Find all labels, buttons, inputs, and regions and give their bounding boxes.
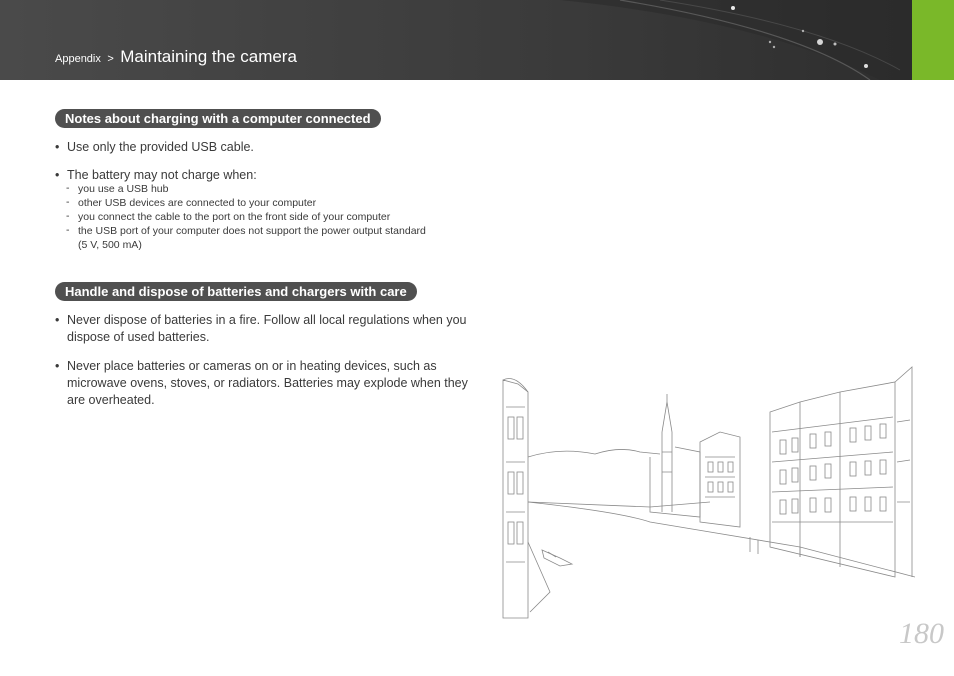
bullet-text-line: microwave ovens, stoves, or radiators. Batteries may explode when they: [67, 376, 468, 390]
list-item: [55, 358, 470, 409]
section-title-batteries: Handle and dispose of batteries and chargers with care: [55, 282, 417, 301]
bullet-glyph: •: [55, 168, 60, 182]
bullet-text-line: Never place batteries or cameras on or in heating devices, such as: [67, 359, 437, 373]
sub-list-item: [66, 210, 466, 224]
header-decoration: [0, 0, 954, 80]
bullet-text: The battery may not charge when:: [67, 168, 257, 182]
sub-list-item-continuation: [66, 238, 466, 252]
breadcrumb-parent[interactable]: Appendix: [55, 53, 101, 65]
sub-list-item: [66, 224, 466, 238]
breadcrumb-separator: >: [107, 53, 114, 65]
list-item: [55, 312, 470, 346]
bullet-text-line: dispose of used batteries.: [67, 330, 210, 344]
dash-glyph: -: [66, 196, 70, 208]
bullet-text: Use only the provided USB cable.: [67, 140, 254, 154]
bullet-text-line: Never dispose of batteries in a fire. Follow all local regulations when you: [67, 313, 467, 327]
dash-glyph: -: [66, 224, 70, 236]
chapter-tab[interactable]: [912, 0, 954, 80]
page-number: 180: [899, 617, 944, 650]
bullet-glyph: •: [55, 359, 60, 373]
bullet-glyph: •: [55, 313, 60, 327]
sub-item-text: other USB devices are connected to your computer: [78, 197, 317, 209]
sub-item-text: the USB port of your computer does not support the power output standard: [78, 225, 426, 237]
sub-list-item: [66, 196, 466, 210]
sub-list: [66, 182, 466, 252]
dash-glyph: -: [66, 182, 70, 194]
breadcrumb: [55, 47, 297, 67]
bullet-text-line: are overheated.: [67, 393, 155, 407]
page-header: [0, 0, 954, 80]
sub-list-item: [66, 182, 466, 196]
section-title-charging: Notes about charging with a computer connected: [55, 109, 381, 128]
canal-city-illustration: [500, 362, 915, 622]
sub-item-text: you use a USB hub: [78, 183, 169, 195]
list-item: [55, 139, 470, 156]
bullet-glyph: •: [55, 140, 60, 154]
sub-item-text: you connect the cable to the port on the front side of your computer: [78, 211, 391, 223]
dash-glyph: -: [66, 210, 70, 222]
page-title: Maintaining the camera: [120, 47, 297, 66]
sub-item-text: (5 V, 500 mA): [78, 239, 142, 251]
